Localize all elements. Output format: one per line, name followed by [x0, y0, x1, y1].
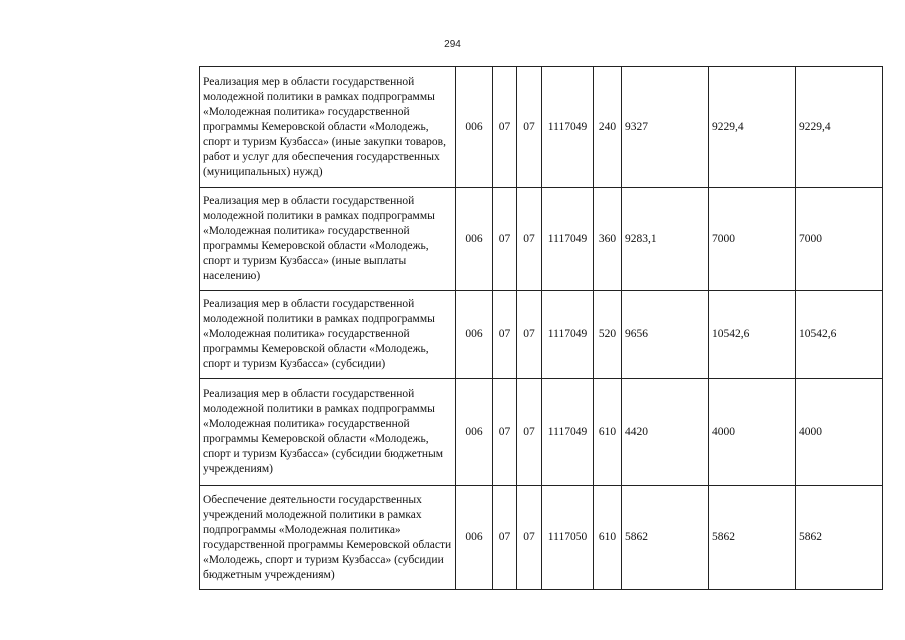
section-code: 07: [493, 291, 517, 379]
target-code: 1117049: [542, 67, 594, 188]
amount-3: 5862: [796, 486, 883, 590]
amount-1: 9656: [622, 291, 709, 379]
subsection-code: 07: [517, 379, 542, 486]
section-code: 07: [493, 67, 517, 188]
amount-1: 5862: [622, 486, 709, 590]
expense-type-code: 360: [594, 188, 622, 291]
subsection-code: 07: [517, 67, 542, 188]
amount-2: 4000: [709, 379, 796, 486]
row-description: Реализация мер в области государственной молодежной политики в рамках подпрограммы «Молодежная политика» государственной программы Кемеровской области «Молодежь, спорт и туризм Кузбасса» (субсидии бюджетным учреждениям): [200, 379, 456, 486]
ministry-code: 006: [456, 379, 493, 486]
ministry-code: 006: [456, 486, 493, 590]
row-description: Реализация мер в области государственной молодежной политики в рамках подпрограммы «Молодежная политика» государственной программы Кемеровской области «Молодежь, спорт и туризм Кузбасса» (иные закупки товаров, работ и услуг для обеспечения государственных (муниципальных) нужд): [200, 67, 456, 188]
expense-type-code: 520: [594, 291, 622, 379]
table-row: [200, 67, 883, 188]
amount-1: 9327: [622, 67, 709, 188]
subsection-code: 07: [517, 188, 542, 291]
expense-type-code: 610: [594, 379, 622, 486]
row-description: Реализация мер в области государственной молодежной политики в рамках подпрограммы «Молодежная политика» государственной программы Кемеровской области «Молодежь, спорт и туризм Кузбасса» (субсидии): [200, 291, 456, 379]
target-code: 1117050: [542, 486, 594, 590]
table-row: [200, 486, 883, 590]
amount-1: 4420: [622, 379, 709, 486]
amount-3: 9229,4: [796, 67, 883, 188]
amount-1: 9283,1: [622, 188, 709, 291]
amount-3: 4000: [796, 379, 883, 486]
section-code: 07: [493, 379, 517, 486]
amount-3: 7000: [796, 188, 883, 291]
page-number: 294: [444, 39, 461, 50]
expense-type-code: 610: [594, 486, 622, 590]
row-description: Реализация мер в области государственной молодежной политики в рамках подпрограммы «Молодежная политика» государственной программы Кемеровской области «Молодежь, спорт и туризм Кузбасса» (иные выплаты населению): [200, 188, 456, 291]
budget-table: [199, 66, 883, 590]
amount-2: 10542,6: [709, 291, 796, 379]
subsection-code: 07: [517, 486, 542, 590]
amount-3: 10542,6: [796, 291, 883, 379]
table-row: [200, 291, 883, 379]
section-code: 07: [493, 486, 517, 590]
section-code: 07: [493, 188, 517, 291]
target-code: 1117049: [542, 379, 594, 486]
row-description: Обеспечение деятельности государственных учреждений молодежной политики в рамках подпрограммы «Молодежная политика» государственной программы Кемеровской области «Молодежь, спорт и туризм Кузбасса» (субсидии бюджетным учреждениям): [200, 486, 456, 590]
target-code: 1117049: [542, 291, 594, 379]
table-row: [200, 188, 883, 291]
amount-2: 9229,4: [709, 67, 796, 188]
table-row: [200, 379, 883, 486]
ministry-code: 006: [456, 67, 493, 188]
ministry-code: 006: [456, 188, 493, 291]
target-code: 1117049: [542, 188, 594, 291]
amount-2: 7000: [709, 188, 796, 291]
amount-2: 5862: [709, 486, 796, 590]
expense-type-code: 240: [594, 67, 622, 188]
subsection-code: 07: [517, 291, 542, 379]
ministry-code: 006: [456, 291, 493, 379]
